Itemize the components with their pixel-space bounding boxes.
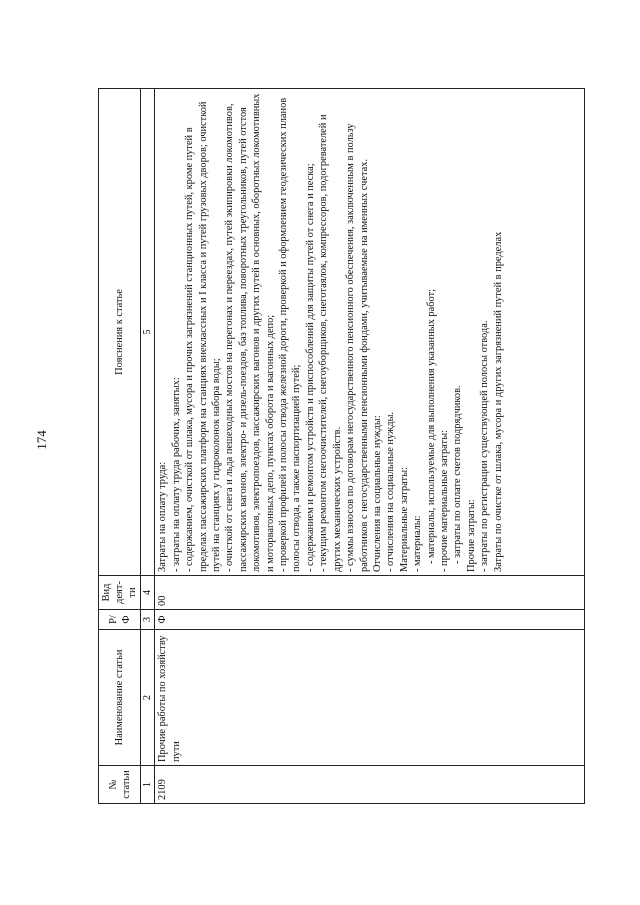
explanation-line: Материальные затраты: [398, 467, 410, 572]
explanation-line: Прочие затраты: [465, 499, 477, 572]
item-activity-type: 00 [155, 576, 585, 610]
explanation-line: - суммы взносов по договорам негосударственного пенсионного обеспечения, заключенным в пользу работников с негосударственными пенсионными фондами, учитываемые на именных счетах. [345, 123, 370, 572]
header-explanation: Пояснения к статье [99, 89, 141, 576]
column-number: 4 [141, 576, 155, 610]
column-number: 2 [141, 630, 155, 766]
item-number: 2109 [155, 766, 585, 804]
explanation-line: - содержанием и ремонтом устройств и приспособлений для защиты путей от снега и песка; [304, 163, 316, 572]
column-number: 1 [141, 766, 155, 804]
header-item-number: № статьи [99, 766, 141, 804]
explanation-line: - содержанием, очисткой от шлака, мусора и прочих загрязнений станционных путей, кроме путей в пределах пассажирских платформ на станциях внеклассных и I класса и путей грузовых дворов; очисткой путей на станциях у гидроколонок набора воды; [184, 101, 223, 572]
explanation-line: - очисткой от снега и льда пешеходных мостов на перегонах и переездах, путей экипировки локомотивов, пассажирских вагонов, электро- и дизель-поездов, баз топлива, поворотных треугольников, путей отстоя локомотивов, электропоездов, пассажирских вагонов и других путей в основных, оборотных локомотивных и моторвагонных депо, пунктах оборота и вагонных депо; [224, 93, 276, 572]
header-activity-type: Вид деят-ти [99, 576, 141, 610]
cost-items-table [98, 88, 585, 804]
column-number: 3 [141, 610, 155, 630]
explanation-line: - материалы, используемые для выполнения указанных работ; [425, 288, 437, 564]
header-rf: Р/ Ф [99, 610, 141, 630]
explanation-line: - затраты по регистрации существующей полосы отвода. [479, 320, 491, 572]
explanation-line: - затраты по оплате счетов подрядчиков. [452, 385, 464, 564]
table-row [155, 89, 585, 804]
explanation-line: - отчисления на социальные нужды. [385, 411, 397, 572]
item-rf: Ф [155, 610, 585, 630]
column-number-row [141, 89, 155, 804]
explanation-line: - прочие материальные затраты: [438, 430, 450, 572]
item-name: Прочие работы по хозяйству пути [155, 630, 585, 766]
explanation-line: - материалы: [412, 515, 424, 572]
header-item-name: Наименование статьи [99, 630, 141, 766]
explanation-line: Затраты на оплату труда: [157, 461, 169, 572]
explanation-line: - проверкой профилей и полосы отвода железной дороги, проверкой и оформлением геодезических планов полосы отвода, а также паспортизацией путей; [278, 97, 303, 572]
header-row [99, 89, 141, 804]
explanation-line: Отчисления на социальные нужды: [371, 415, 383, 572]
explanation-line: - затраты на оплату труда рабочих, занятых: [170, 377, 182, 572]
explanation-line: - текущим ремонтом снегоочистителей, снегоуборщиков, снеготаялок, компрессоров, подогревателей и других механических устройств. [318, 114, 343, 572]
page-number: 174 [34, 430, 49, 450]
explanation-line: Затраты по очистке от шлака, мусора и других загрязнений путей в пределах [492, 231, 504, 572]
rotated-table-container [98, 88, 585, 804]
column-number: 5 [141, 89, 155, 576]
item-explanation [155, 89, 585, 576]
